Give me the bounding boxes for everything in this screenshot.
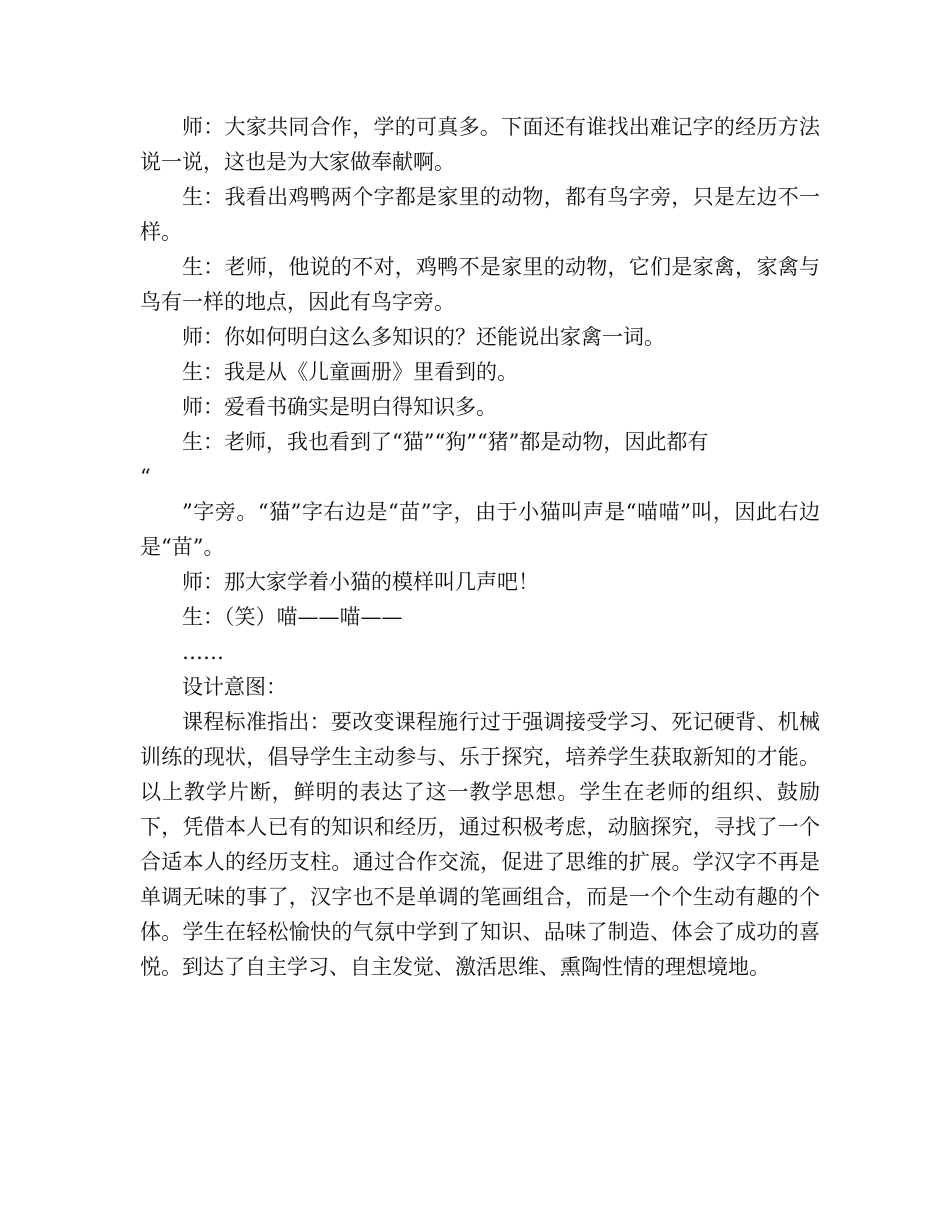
dialogue-student-5: 生：（笑）喵——喵——	[182, 605, 403, 629]
orphan-quote-line	[140, 460, 820, 495]
dialogue-student-4: 生：老师，我也看到了“猫”“狗”“猪”都是动物，因此都有	[182, 430, 709, 454]
design-intent-body: 课程标准指出：要改变课程施行过于强调接受学习、死记硬背、机械训练的现状，倡导学生主动参与、乐于探究，培养学生获取新知的才能。以上教学片断，鲜明的表达了这一教学思想。学生在老师的组织、鼓励下，凭借本人已有的知识和经历，通过积极考虑，动脑探究，寻找了一个合适本人的经历支柱。通过合作交流，促进了思维的扩展。学汉字不再是单调无味的事了，汉字也不是单调的笔画组合，而是一个个生动有趣的个体。学生在轻松愉快的气氛中学到了知识、品味了制造、体会了成功的喜悦。到达了自主学习、自主发觉、激活思维、熏陶性情的理想境地。	[140, 710, 820, 979]
orphan-quote: “	[140, 465, 151, 489]
dialogue-teacher-3: 师：爱看书确实是明白得知识多。	[182, 395, 497, 419]
dialogue-continuation: ”字旁。“猫”字右边是“苗”字，由于小猫叫声是“喵喵”叫，因此右边是“苗”。	[140, 500, 820, 559]
dialogue-teacher-2: 师：你如何明白这么多知识的？还能说出家禽一词。	[182, 325, 665, 349]
dialogue-student-3: 生：我是从《儿童画册》里看到的。	[182, 360, 518, 384]
ellipsis: ……	[182, 640, 224, 664]
design-intent-heading: 设计意图：	[182, 675, 287, 699]
dialogue-student-2: 生：老师，他说的不对，鸡鸭不是家里的动物，它们是家禽，家禽与鸟有一样的地点，因此有鸟字旁。	[140, 255, 820, 314]
dialogue-student-1: 生：我看出鸡鸭两个字都是家里的动物，都有鸟字旁，只是左边不一样。	[140, 185, 820, 244]
document-body	[140, 110, 820, 985]
dialogue-teacher-4: 师：那大家学着小猫的模样叫几声吧！	[182, 570, 539, 594]
dialogue-teacher-1: 师：大家共同合作，学的可真多。下面还有谁找出难记字的经历方法说一说，这也是为大家做奉献啊。	[140, 115, 820, 174]
